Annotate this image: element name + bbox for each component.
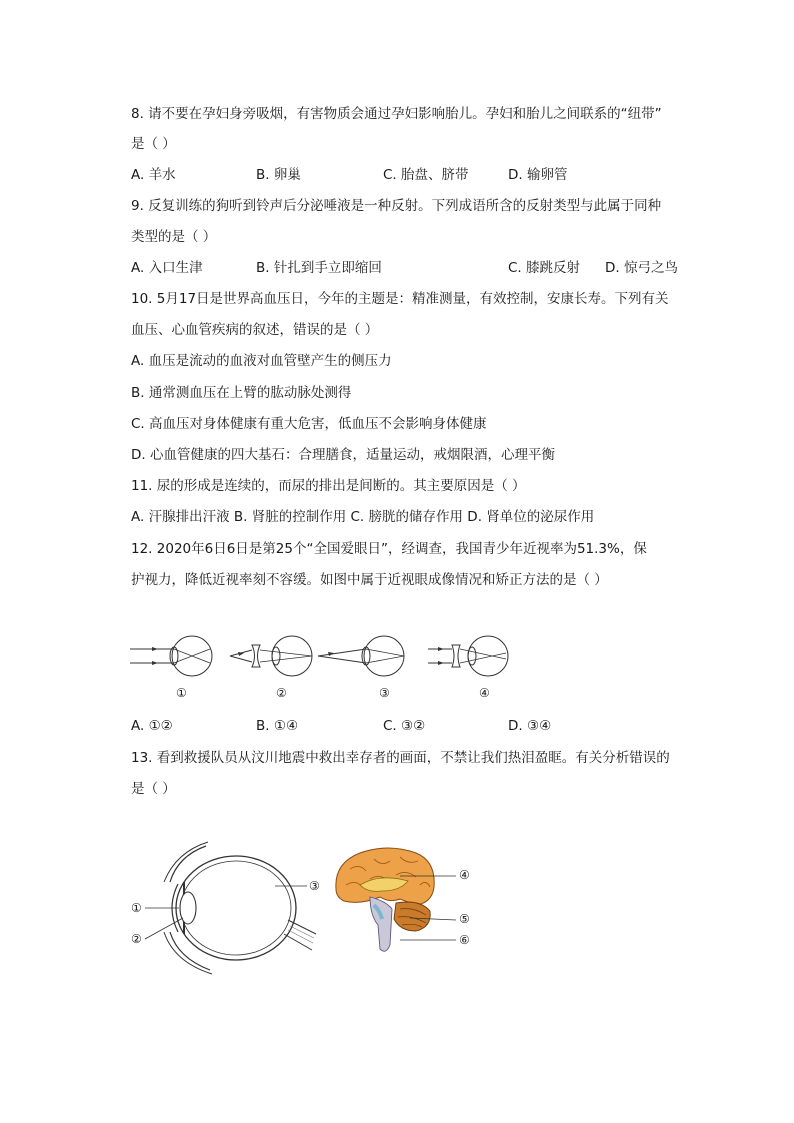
q8-option-d: D. 输卵管 (508, 167, 568, 183)
q8-stem-line1: 8. 请不要在孕妇身旁吸烟，有害物质会通过孕妇影响胎儿。孕妇和胎儿之间联系的“纽带” (131, 106, 662, 122)
brain-label-6: ⑥ (459, 933, 470, 947)
q11-options: A. 汗腺排出汗液 B. 肾脏的控制作用 C. 膀胱的储存作用 D. 肾单位的泌尿作用 (131, 509, 595, 525)
q9-option-b: B. 针扎到手立即缩回 (256, 260, 382, 276)
eye-figure-1-label: ① (176, 686, 187, 700)
q8-stem-line2: 是（ ） (131, 136, 176, 152)
q8-option-c: C. 胎盘、脐带 (383, 167, 469, 183)
q10-option-c: C. 高血压对身体健康有重大危害，低血压不会影响身体健康 (131, 416, 487, 432)
brain-label-4: ④ (459, 868, 470, 882)
eye-figure-2-label: ② (276, 686, 287, 700)
eye-figure-1 (130, 634, 220, 678)
q12-option-c: C. ③② (383, 718, 426, 734)
q12-stem-line1: 12. 2020年6日6日是第25个“全国爱眼日”，经调查，我国青少年近视率为51.3%，保 (131, 541, 647, 557)
q9-option-a: A. 入口生津 (131, 260, 203, 276)
q12-option-d: D. ③④ (508, 718, 552, 734)
brain-label-5: ⑤ (459, 912, 470, 926)
eye-figure-2 (230, 634, 320, 678)
eye-label-leaders (145, 880, 315, 950)
q8-option-b: B. 卵巢 (256, 167, 301, 183)
q10-option-d: D. 心血管健康的四大基石：合理膳食，适量运动，戒烟限酒，心理平衡 (131, 447, 555, 463)
q10-option-b: B. 通常测血压在上臂的肱动脉处测得 (131, 385, 352, 401)
q9-option-d: D. 惊弓之鸟 (605, 260, 678, 276)
q10-stem-line1: 10. 5月17日是世界高血压日，今年的主题是：精准测量，有效控制，安康长寿。下列有关 (131, 291, 669, 307)
q11-stem: 11. 尿的形成是连续的，而尿的排出是间断的。其主要原因是（ ） (131, 478, 526, 494)
q12-stem-line2: 护视力，降低近视率刻不容缓。如图中属于近视眼成像情况和矫正方法的是（ ） (131, 572, 608, 588)
q10-stem-line2: 血压、心血管疾病的叙述，错误的是（ ） (131, 322, 379, 338)
q9-stem-line1: 9. 反复训练的狗听到铃声后分泌唾液是一种反射。下列成语所含的反射类型与此属于同种 (131, 198, 662, 214)
eye-figure-4 (428, 634, 518, 678)
brain-label-leaders (400, 868, 460, 948)
q13-stem-line1: 13. 看到救援队员从汶川地震中救出幸存者的画面，不禁让我们热泪盈眶。有关分析错误的 (131, 750, 670, 766)
q12-option-a: A. ①② (131, 718, 173, 734)
eye-label-2: ② (131, 932, 142, 946)
q12-option-b: B. ①④ (256, 718, 299, 734)
q9-stem-line2: 类型的是（ ） (131, 229, 217, 245)
q8-option-a: A. 羊水 (131, 167, 176, 183)
q13-stem-line2: 是（ ） (131, 781, 176, 797)
eye-figure-4-label: ④ (479, 686, 490, 700)
q10-option-a: A. 血压是流动的血液对血管壁产生的侧压力 (131, 353, 392, 369)
q9-option-c: C. 膝跳反射 (508, 260, 581, 276)
eye-figure-3 (318, 634, 408, 678)
eye-label-1: ① (131, 901, 142, 915)
eye-label-3: ③ (309, 879, 320, 893)
eye-figure-3-label: ③ (379, 686, 390, 700)
